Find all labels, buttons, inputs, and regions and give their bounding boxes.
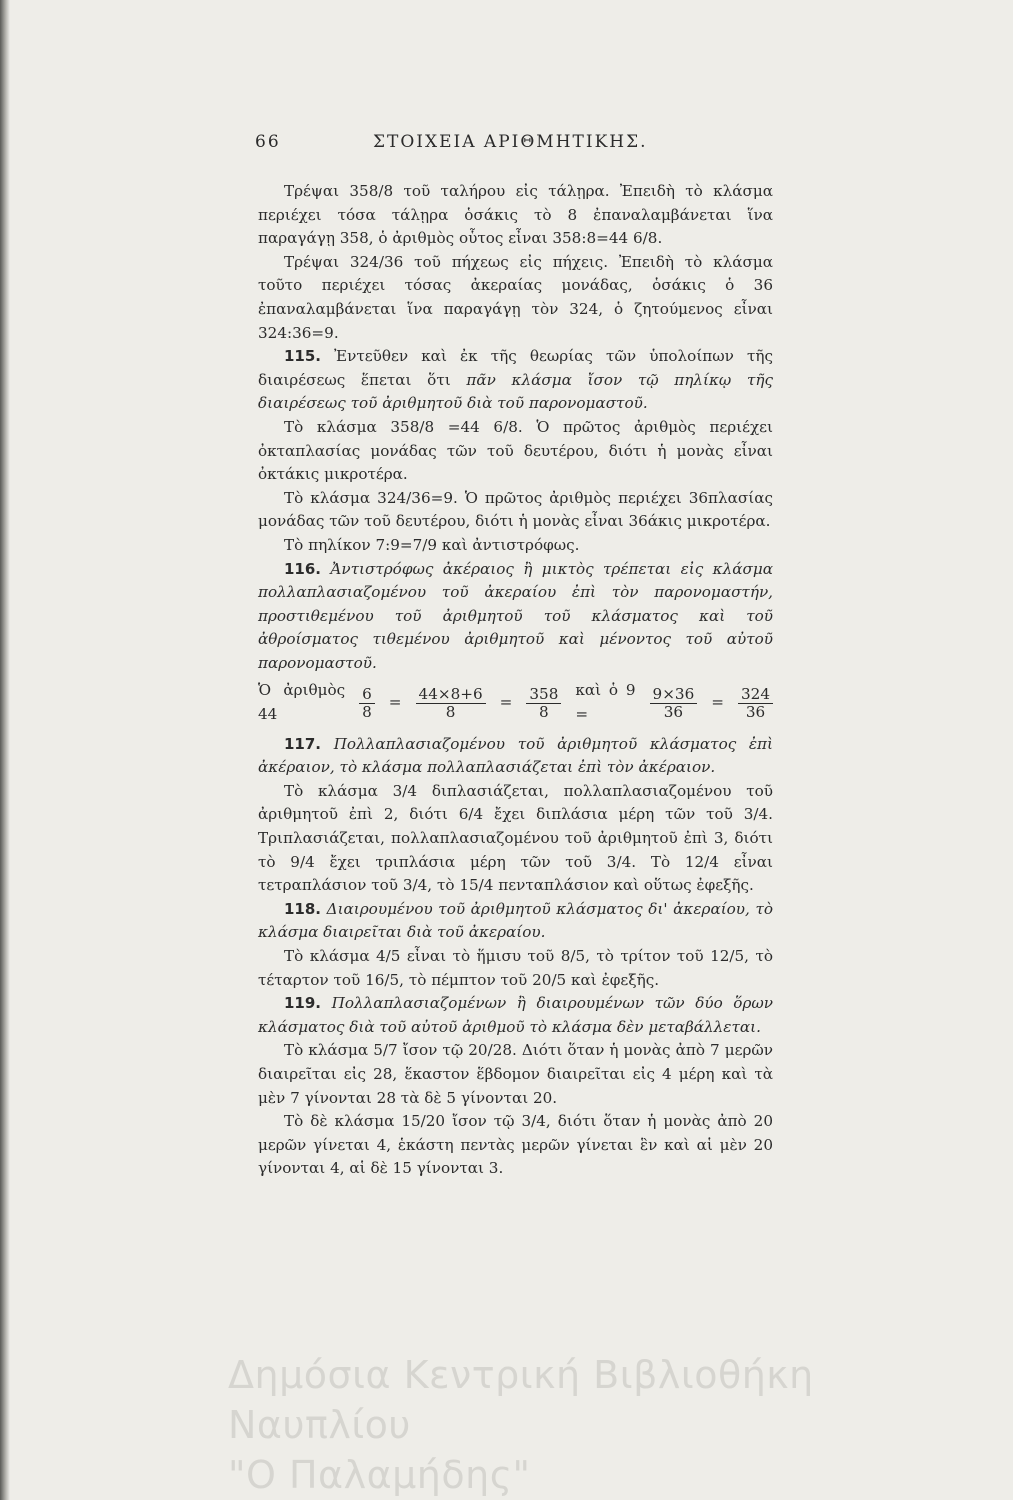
equals-sign: = [499,693,513,712]
denominator: 8 [362,702,372,721]
library-watermark [228,1350,988,1500]
paragraph: Τὸ κλάσμα 4/5 εἶναι τὸ ἥμισυ τοῦ 8/5, τὸ τρίτον τοῦ 12/5, τὸ τέταρτον τοῦ 16/5, τὸ πέμπτον τοῦ 20/5 καὶ ἐφεξῆς. [258,947,773,989]
paragraph: Τὸ κλάσμα 324/36=9. Ὁ πρῶτος ἀριθμὸς περιέχει 36πλασίας μονάδας τῶν τοῦ δευτέρου, διότι ἡ μονὰς εἶναι 36άκις μικροτέρα. [258,488,773,531]
numerator: 9×36 [650,686,698,704]
section-number: 117. [284,734,322,753]
section-rule: Πολλαπλασιαζομένων ἢ διαιρουμένων τῶν δύο ὅρων κλάσματος διὰ τοῦ αὐτοῦ ἀριθμοῦ τὸ κλάσμα δὲν μεταβάλλεται. [258,994,773,1036]
section-rule: Διαιρουμένου τοῦ ἀριθμητοῦ κλάσματος δι' ἀκεραίου, τὸ κλάσμα διαιρεῖται διὰ τοῦ ἀκεραίου. [258,899,774,942]
section-text: Ἐντεῦθεν καὶ ἐκ τῆς θεωρίας τῶν ὑπολοίπων τῆς διαιρέσεως ἕπεται ὅτι [258,347,773,389]
fraction [650,686,698,721]
section-119 [258,992,773,1039]
numerator: 324 [738,686,773,704]
scan-edge [0,0,10,1500]
section-rule: Πολλαπλασιαζομένου τοῦ ἀριθμητοῦ κλάσματος ἐπὶ ἀκέραιον, τὸ κλάσμα πολλαπλασιάζεται ἐπὶ τὸν ἀκέραιον. [258,734,773,777]
section-number: 119. [284,994,322,1013]
section-118 [258,898,773,945]
section-117 [258,733,773,780]
numerator: 44×8+6 [416,686,486,704]
section-number: 116. [284,559,322,578]
denominator: 8 [539,702,549,721]
section-rule: πᾶν κλάσμα ἴσον τῷ πηλίκῳ τῆς διαιρέσεως τοῦ ἀριθμητοῦ διὰ τοῦ παρονομαστοῦ. [258,370,773,413]
equals-sign: = [388,693,402,712]
fraction [526,686,561,721]
equals-sign: = [711,693,724,712]
fraction [359,686,375,721]
section-116 [258,558,773,676]
watermark-line: Δημόσια Κεντρική Βιβλιοθήκη Ναυπλίου [228,1353,814,1447]
body-text [258,180,773,1181]
watermark-line: "Ο Παλαμήδης" [228,1453,531,1497]
fraction [738,686,773,721]
denominator: 36 [745,702,766,721]
paragraph: Τὸ δὲ κλάσμα 15/20 ἴσον τῷ 3/4, διότι ὅταν ἡ μονὰς ἀπὸ 20 μερῶν γίνεται 4, ἑκάστη πεντὰς μερῶν γίνεται ἓν καὶ αἱ μὲν 20 γίνονται 4, αἱ δὲ 15 γίνονται 3. [258,1112,773,1178]
running-title: ΣΤΟΙΧΕΙΑ ΑΡΙΘΜΗΤΙΚΗΣ. [373,132,648,152]
paragraph: Τρέψαι 324/36 τοῦ πήχεως εἰς πήχεις. Ἐπειδὴ τὸ κλάσμα τοῦτο περιέχει τόσας ἀκεραίας μονάδας, ὁσάκις ὁ 36 ἐπαναλαμβάνεται ἵνα παραγάγῃ τὸν 324, ὁ ζητούμενος εἶναι 324:36=9. [258,252,773,342]
paragraph: Τὸ κλάσμα 358/8 =44 6/8. Ὁ πρῶτος ἀριθμὸς περιέχει ὀκταπλασίας μονάδας τῶν τοῦ δευτέρου, διότι ἡ μονὰς εἶναι ὀκτάκις μικροτέρα. [258,417,773,484]
paragraph: Τὸ κλάσμα 3/4 διπλασιάζεται, πολλαπλασιαζομένου τοῦ ἀριθμητοῦ ἐπὶ 2, διότι 6/4 ἔχει διπλάσια μέρη τῶν τοῦ 3/4. Τριπλασιάζεται, πολλαπλασιαζομένου τοῦ ἀριθμητοῦ ἐπὶ 3, διότι τὸ 9/4 ἔχει τριπλάσια μέρη τῶν τοῦ 3/4. Τὸ 12/4 εἶναι τετραπλάσιον τοῦ 3/4, τὸ 15/4 πενταπλάσιον καὶ οὕτως ἐφεξῆς. [258,781,773,895]
section-number: 118. [284,899,322,918]
page-number: 66 [255,132,281,152]
fraction [416,686,486,721]
section-number: 115. [284,347,322,366]
numerator: 6 [359,686,375,704]
section-rule: Ἀντιστρόφως ἀκέραιος ἢ μικτὸς τρέπεται εἰς κλάσμα πολλαπλασιαζομένου τοῦ ἀκεραίου ἐπὶ τὸν παρονομαστήν, προστιθεμένου τοῦ ἀριθμητοῦ τοῦ κλάσματος καὶ τοῦ ἀθροίσματος τιθεμένου ἀριθμητοῦ καὶ μένοντος τοῦ αὐτοῦ παρονομαστοῦ. [258,559,774,672]
section-115 [258,345,773,416]
formula-lead: Ὁ ἀριθμὸς 44 [258,681,346,724]
denominator: 36 [663,702,684,721]
paragraph: Τὸ κλάσμα 5/7 ἴσον τῷ 20/28. Διότι ὅταν ἡ μονὰς ἀπὸ 7 μερῶν διαιρεῖται εἰς 28, ἕκαστον ἕβδομον διαιρεῖται εἰς 4 μέρη καὶ τὰ μὲν 7 γίνονται 28 τὰ δὲ 5 γίνονται 20. [258,1041,773,1107]
formula-line [258,679,773,726]
paragraph: Τὸ πηλίκον 7:9=7/9 καὶ ἀντιστρόφως. [284,535,580,554]
denominator: 8 [445,702,456,721]
numerator: 358 [526,686,561,704]
paragraph: Τρέψαι 358/8 τοῦ ταλήρου εἰς τάλῃρα. Ἐπειδὴ τὸ κλάσμα περιέχει τόσα τάλῃρα ὁσάκις τὸ 8 ἐπαναλαμβάνεται ἵνα παραγάγῃ 358, ὁ ἀριθμὸς οὗτος εἶναι 358:8=44 6/8. [258,182,773,248]
formula-mid: καὶ ὁ 9 = [575,681,636,724]
